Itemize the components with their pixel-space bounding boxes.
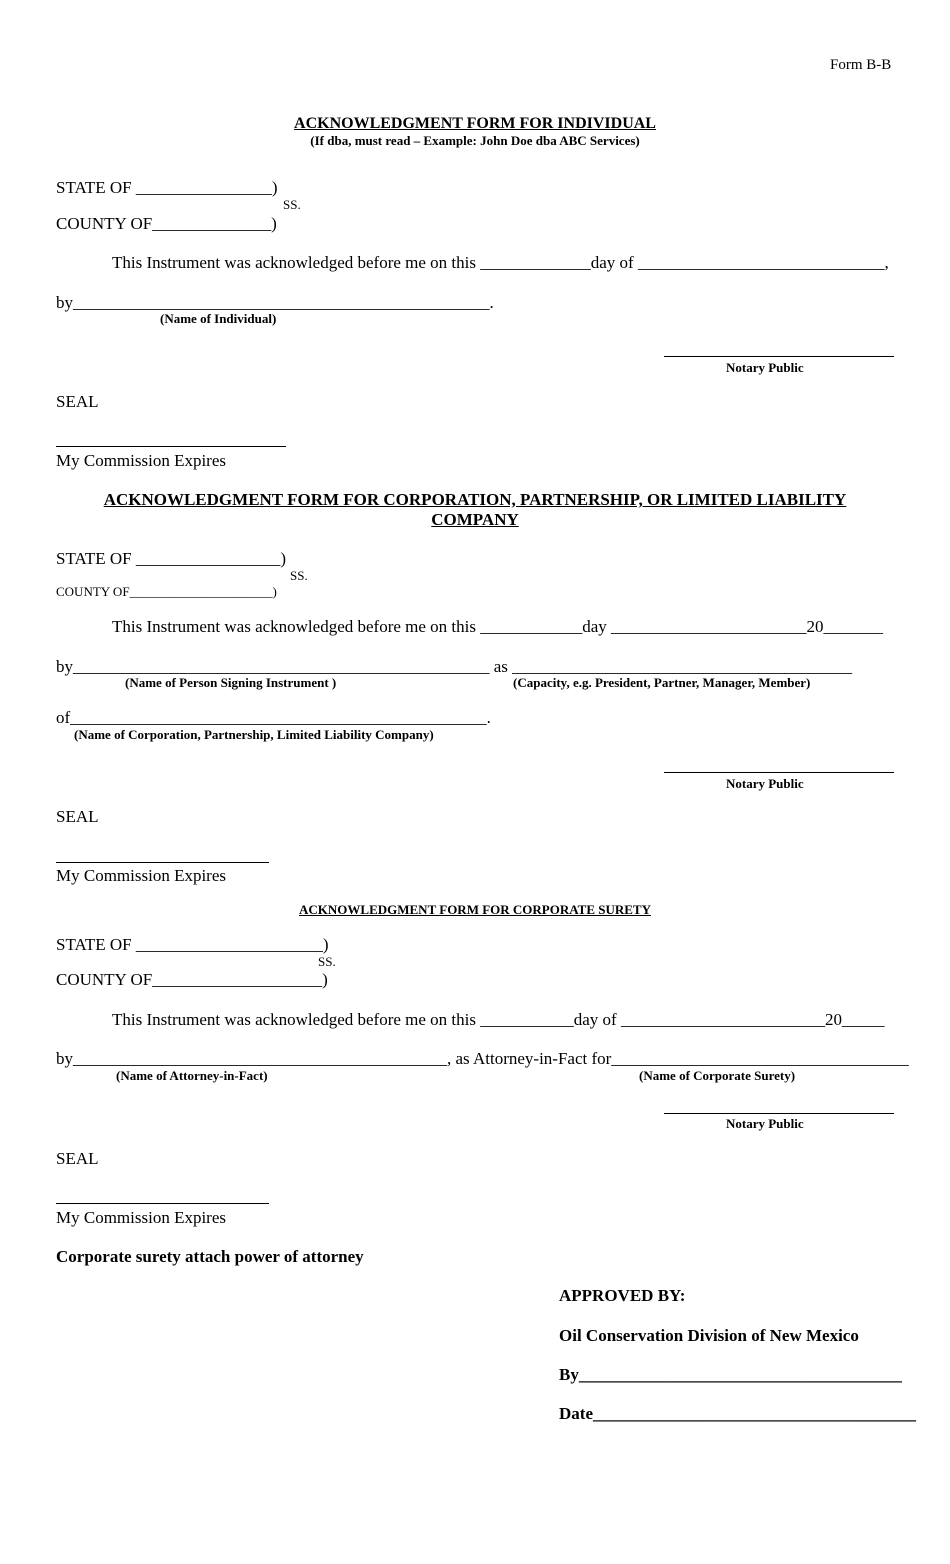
individual-notary-label: Notary Public — [726, 360, 804, 375]
surety-ss: SS. — [318, 954, 336, 969]
corporation-entity-label: (Name of Corporation, Partnership, Limited Liability Company) — [74, 727, 434, 742]
surety-commission-line[interactable] — [56, 1203, 269, 1204]
individual-county-field[interactable]: COUNTY OF______________) — [56, 214, 277, 233]
surety-commission-label: My Commission Expires — [56, 1208, 227, 1227]
surety-attach-note: Corporate surety attach power of attorney — [56, 1247, 364, 1266]
corporation-by-field[interactable]: by_________________________________________________ as ________________________________________ — [56, 657, 853, 676]
corporation-capacity-label: (Capacity, e.g. President, Partner, Manager, Member) — [513, 675, 811, 690]
corporation-county-field[interactable]: COUNTY OF______________________) — [56, 584, 277, 599]
individual-commission-line[interactable] — [56, 446, 286, 447]
individual-title: ACKNOWLEDGMENT FORM FOR INDIVIDUAL — [294, 115, 656, 132]
individual-instrument-line[interactable]: This Instrument was acknowledged before me on this _____________day of _____________________________, — [112, 253, 889, 272]
corporation-ss: SS. — [290, 568, 308, 583]
surety-notary-label: Notary Public — [726, 1116, 804, 1131]
individual-commission-label: My Commission Expires — [56, 451, 227, 470]
individual-seal: SEAL — [56, 392, 99, 411]
approved-by-heading: APPROVED BY: — [559, 1286, 686, 1305]
corporation-commission-label: My Commission Expires — [56, 866, 227, 885]
individual-ss: SS. — [283, 197, 301, 212]
corporation-notary-signature-line[interactable] — [664, 772, 894, 773]
surety-state-field[interactable]: STATE OF ______________________) — [56, 935, 329, 954]
individual-state-field[interactable]: STATE OF ________________) — [56, 178, 278, 197]
surety-seal: SEAL — [56, 1149, 99, 1168]
surety-corporate-label: (Name of Corporate Surety) — [639, 1068, 796, 1083]
surety-instrument-line[interactable]: This Instrument was acknowledged before me on this ___________day of ________________________20_____ — [112, 1010, 885, 1029]
corporation-commission-line[interactable] — [56, 862, 269, 863]
approval-by-field[interactable]: By______________________________________ — [559, 1365, 902, 1384]
individual-subtitle: (If dba, must read – Example: John Doe dba ABC Services) — [310, 133, 640, 148]
individual-name-label: (Name of Individual) — [160, 311, 277, 326]
individual-notary-signature-line[interactable] — [664, 356, 894, 357]
surety-by-field[interactable]: by____________________________________________, as Attorney-in-Fact for___________________________________ — [56, 1049, 909, 1068]
surety-notary-signature-line[interactable] — [664, 1113, 894, 1114]
corporation-notary-label: Notary Public — [726, 776, 804, 791]
corporation-title-line1: ACKNOWLEDGMENT FORM FOR CORPORATION, PARTNERSHIP, OR LIMITED LIABILITY — [103, 490, 847, 509]
corporation-name-label: (Name of Person Signing Instrument ) — [125, 675, 337, 690]
corporation-state-field[interactable]: STATE OF _________________) — [56, 549, 287, 568]
approval-agency: Oil Conservation Division of New Mexico — [559, 1326, 859, 1345]
corporation-title-line2: COMPANY — [431, 510, 519, 529]
corporation-of-field[interactable]: of_________________________________________________. — [56, 708, 491, 727]
surety-title: ACKNOWLEDGMENT FORM FOR CORPORATE SURETY — [299, 902, 651, 917]
surety-attorney-label: (Name of Attorney-in-Fact) — [116, 1068, 268, 1083]
corporation-seal: SEAL — [56, 807, 99, 826]
corporation-instrument-line[interactable]: This Instrument was acknowledged before me on this ____________day _______________________20_______ — [112, 617, 884, 636]
form-id: Form B-B — [830, 57, 892, 73]
approval-date-field[interactable]: Date______________________________________ — [559, 1404, 916, 1423]
surety-county-field[interactable]: COUNTY OF____________________) — [56, 970, 328, 989]
individual-by-field[interactable]: by_________________________________________________. — [56, 293, 494, 312]
